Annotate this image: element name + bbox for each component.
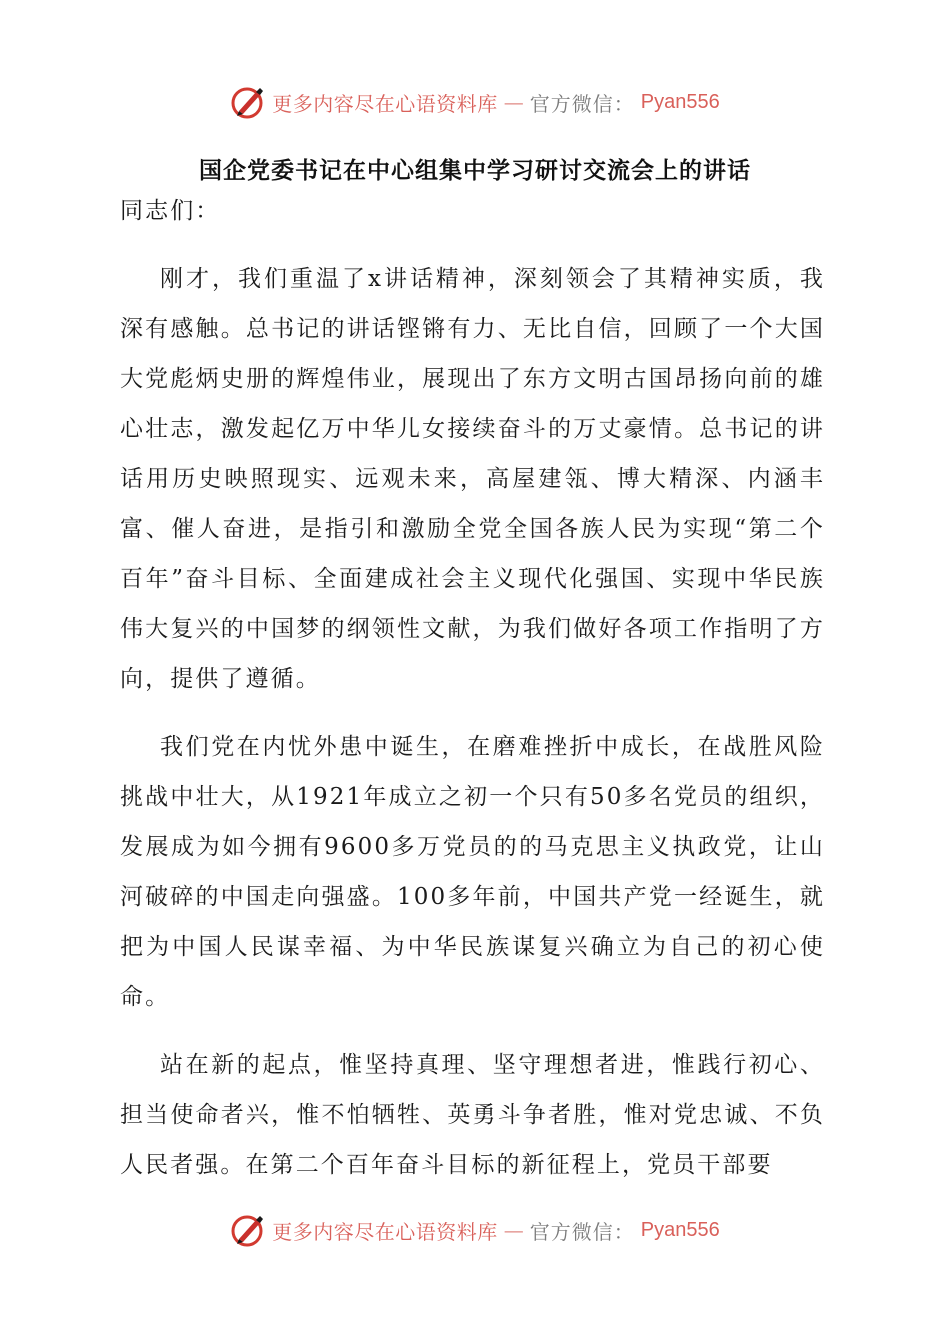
- document-title: 国企党委书记在中心组集中学习研讨交流会上的讲话: [199, 157, 751, 184]
- banner-main-text: 更多内容尽在心语资料库: [272, 91, 498, 116]
- banner-official-label: 官方微信：: [529, 1219, 635, 1244]
- footer-banner: [0, 1210, 950, 1250]
- header-banner: [0, 82, 950, 122]
- document-body: [120, 186, 825, 1190]
- paragraph-1: 刚才，我们重温了x讲话精神，深刻领会了其精神实质，我深有感触。总书记的讲话铿锵有力、无比自信，回顾了一个大国大党彪炳史册的辉煌伟业，展现出了东方文明古国昂扬向前的雄心壮志，激发起亿万中华儿女接续奋斗的万丈豪情。总书记的讲话用历史映照现实、远观未来，高屋建瓴、博大精深、内涵丰富、催人奋进，是指引和激励全党全国各族人民为实现“第二个百年”奋斗目标、全面建成社会主义现代化强国、实现中华民族伟大复兴的中国梦的纲领性文献，为我们做好各项工作指明了方向，提供了遵循。: [120, 266, 825, 692]
- pen-logo-icon: [230, 1212, 266, 1248]
- paragraph-3: 站在新的起点，惟坚持真理、坚守理想者进，惟践行初心、担当使命者兴，惟不怕牺牲、英勇斗争者胜，惟对党忠诚、不负人民者强。在第二个百年奋斗目标的新征程上，党员干部要: [120, 1052, 825, 1178]
- salutation: 同志们：: [120, 198, 221, 224]
- banner-separator: —: [503, 90, 524, 114]
- banner-separator: —: [503, 1218, 524, 1242]
- banner-official-label: 官方微信：: [529, 91, 635, 116]
- banner-main-text: 更多内容尽在心语资料库: [272, 1219, 498, 1244]
- banner-wechat-id: Pyan556: [640, 90, 720, 113]
- paragraph-2: 我们党在内忧外患中诞生，在磨难挫折中成长，在战胜风险挑战中壮大，从1921年成立之初一个只有50多名党员的组织，发展成为如今拥有9600多万党员的的马克思主义执政党，让山河破碎的中国走向强盛。100多年前，中国共产党一经诞生，就把为中国人民谋幸福、为中华民族谋复兴确立为自己的初心使命。: [120, 734, 825, 1010]
- pen-logo-icon: [230, 84, 266, 120]
- banner-wechat-id: Pyan556: [640, 1218, 720, 1241]
